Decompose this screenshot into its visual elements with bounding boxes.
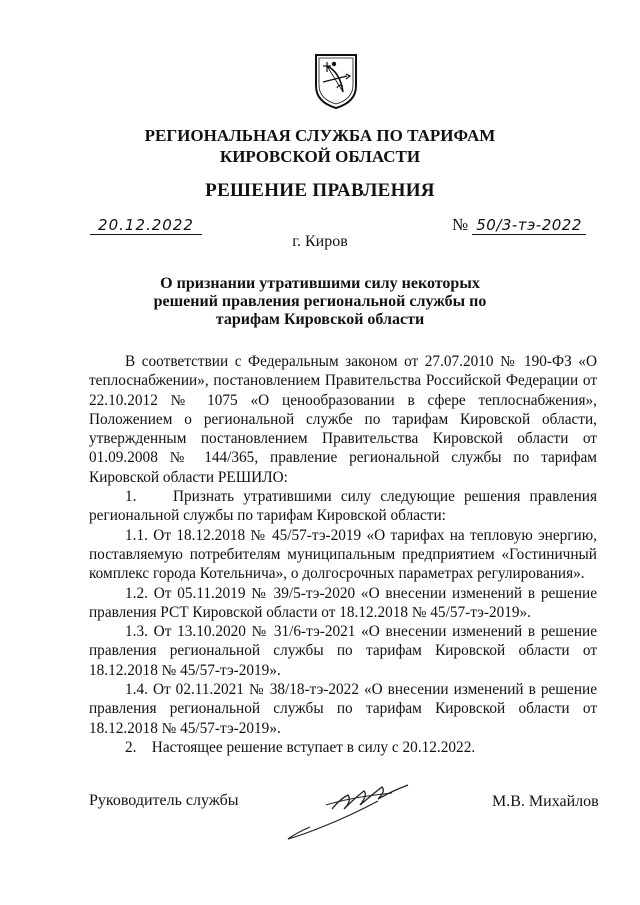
decision-body [89, 352, 597, 757]
decision-number: 50/3-тэ-2022 [472, 216, 586, 235]
item-1-4-paragraph: 1.4. От 02.11.2021 № 38/18-тэ-2022 «О внесении изменений в решение правления региональной службы по тарифам Кировской области от 18.12.2018 № 45/57-тэ-2019». [89, 681, 597, 737]
decision-date: 20.12.2022 [90, 216, 202, 235]
item-1-2-paragraph: 1.2. От 05.11.2019 № 39/5-тэ-2020 «О внесении изменений в решение правления РСТ Кировской области от 18.12.2018 № 45/57-тэ-2019». [89, 584, 597, 621]
signatory-position: Руководитель службы [89, 792, 239, 809]
item-1-3-paragraph: 1.3. От 13.10.2020 № 31/6-тэ-2021 «О внесении изменений в решение правления региональной службы по тарифам Кировской области от 18.12.2018 № 45/57-тэ-2019». [89, 623, 597, 679]
decision-number-block [452, 215, 602, 235]
preamble-paragraph: В соответствии с Федеральным законом от 27.07.2010 № 190-ФЗ «О теплоснабжении», постановлением Правительства Российской Федерации от 22.10.2012 № 1075 «О ценообразовании в сфере теплоснабжения», Положением о региональной службе по тарифам Кировской области, утвержденным постановлением Правительства Кировской области от 01.09.2008 № 144/365, правление региональной службы по тарифам Кировской области РЕШИЛО: [89, 353, 597, 486]
handwritten-signature-icon [282, 775, 417, 843]
subject-line1: О признании утратившими силу некоторых [160, 275, 480, 292]
agency-name-line2: КИРОВСКОЙ ОБЛАСТИ [219, 147, 421, 166]
agency-name-line1: РЕГИОНАЛЬНАЯ СЛУЖБА ПО ТАРИФАМ [144, 126, 496, 145]
subject-line3: тарифам Кировской области [215, 311, 425, 328]
city: г. Киров [292, 233, 348, 250]
subject-line2: решений правления региональной службы по [153, 293, 487, 310]
decision-subject [120, 275, 520, 329]
coat-of-arms-icon [313, 52, 359, 110]
item-2-paragraph: 2. Настоящее решение вступает в силу с 20.12.2022. [125, 738, 476, 756]
item-1-1-paragraph: 1.1. От 18.12.2018 № 45/57-тэ-2019 «О тарифах на тепловую энергию, поставляемую потребителям муниципальным предприятием «Гостиничный комплекс города Котельнича», о долгосрочных параметрах регулирования». [89, 526, 597, 583]
document-type-title: РЕШЕНИЕ ПРАВЛЕНИЯ [205, 180, 435, 201]
signatory-name: М.В. Михайлов [492, 793, 599, 810]
item-1-paragraph: 1. Признать утратившими силу следующие решения правления региональной службы по тарифам Кировской области: [89, 488, 597, 525]
number-sign: № [452, 215, 469, 234]
